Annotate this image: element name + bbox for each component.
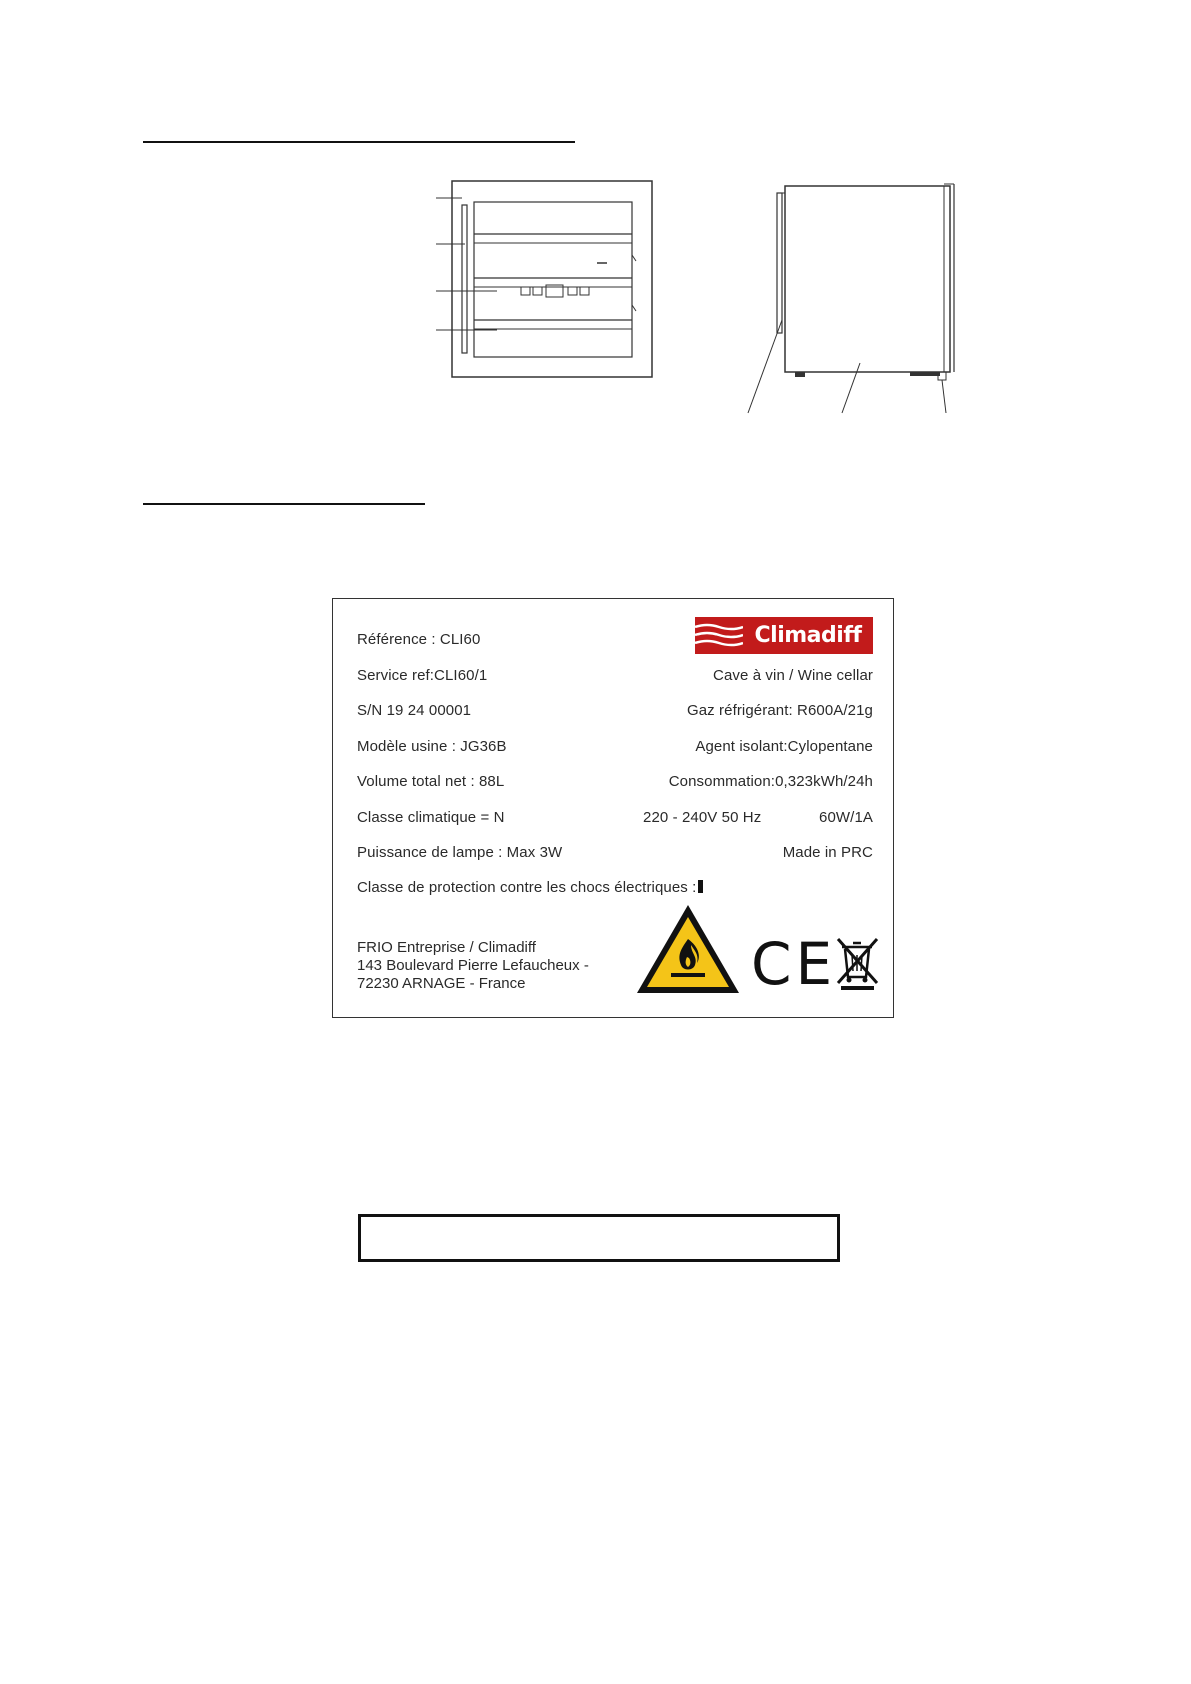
section-rule-middle — [143, 503, 425, 505]
address-line-street: 143 Boulevard Pierre Lefaucheux - — [357, 957, 589, 974]
protection-class-symbol — [698, 880, 703, 893]
country-of-origin-line: Made in PRC — [782, 844, 873, 861]
empty-bordered-box — [358, 1214, 840, 1262]
logo-wordmark — [743, 617, 873, 654]
lamp-power-line: Puissance de lampe : Max 3W — [357, 844, 563, 861]
insulation-agent-line: Agent isolant:Cylopentane — [695, 738, 873, 755]
product-type-line: Cave à vin / Wine cellar — [713, 667, 873, 684]
wine-cellar-front-view-diagram — [432, 175, 662, 385]
consumption-line: Consommation:0,323kWh/24h — [668, 773, 873, 790]
refrigerant-line: Gaz réfrigérant: R600A/21g — [686, 702, 873, 719]
logo-text: Climadiff — [754, 623, 862, 648]
ce-mark-text: CE — [751, 930, 837, 998]
reference-line: Référence : CLI60 — [357, 631, 481, 648]
factory-model-line: Modèle usine : JG36B — [357, 738, 507, 755]
weee-crossed-bin-icon — [835, 935, 881, 991]
flammable-warning-icon — [633, 901, 743, 997]
protection-class-label: Classe de protection contre les chocs électriques : — [357, 879, 697, 896]
section-rule-top — [143, 141, 575, 143]
voltage-frequency-line: 220 - 240V 50 Hz — [643, 809, 762, 826]
logo-waves-icon — [695, 617, 743, 654]
protection-class-line — [357, 879, 703, 896]
wine-cellar-side-view-diagram — [740, 175, 970, 415]
rating-nameplate — [332, 598, 894, 1018]
manufacturer-address — [357, 939, 589, 993]
ce-mark-icon — [751, 930, 837, 998]
address-line-city: 72230 ARNAGE - France — [357, 975, 526, 992]
service-ref-line: Service ref:CLI60/1 — [357, 667, 488, 684]
climadiff-logo — [695, 617, 873, 654]
climate-class-line: Classe climatique = N — [357, 809, 505, 826]
power-rating-line: 60W/1A — [819, 809, 873, 826]
serial-number-line: S/N 19 24 00001 — [357, 702, 472, 719]
net-volume-line: Volume total net : 88L — [357, 773, 505, 790]
address-line-company: FRIO Entreprise / Climadiff — [357, 939, 536, 956]
